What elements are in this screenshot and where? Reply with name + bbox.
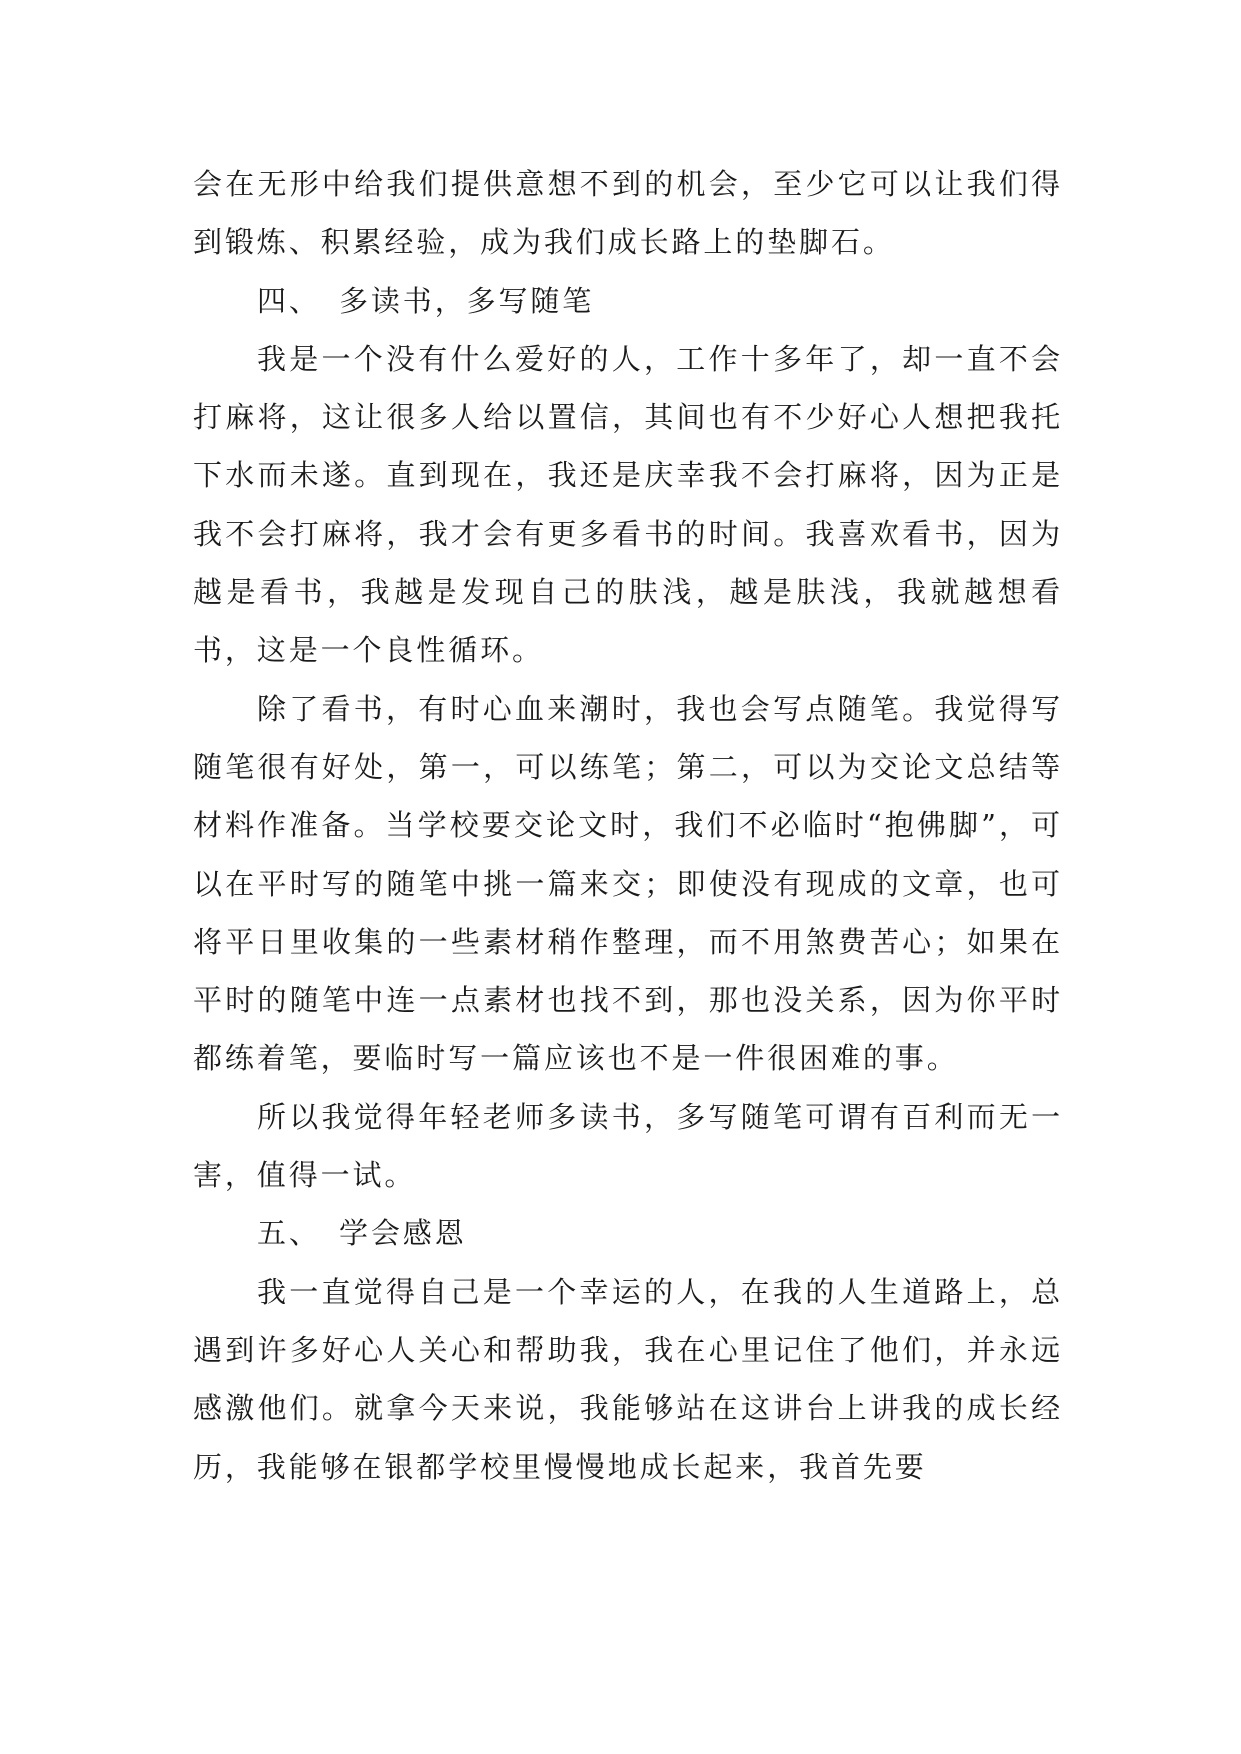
paragraph-conclusion: 所以我觉得年轻老师多读书，多写随笔可谓有百利而无一害，值得一试。: [193, 1099, 1063, 1193]
paragraph-gratitude: 我一直觉得自己是一个幸运的人，在我的人生道路上，总遇到许多好心人关心和帮助我，我在心里记住了他们，并永远感激他们。就拿今天来说，我能够站在这讲台上讲我的成长经历，我能够在银都学校里慢慢地成长起来，我首先要: [193, 1274, 1063, 1484]
section-number: 四、: [257, 283, 321, 318]
paragraph-reading: 我是一个没有什么爱好的人，工作十多年了，却一直不会打麻将，这让很多人给以置信，其间也有不少好心人想把我托下水而未遂。直到现在，我还是庆幸我不会打麻将，因为正是我不会打麻将，我才会有更多看书的时间。我喜欢看书，因为越是看书，我越是发现自己的肤浅，越是肤浅，我就越想看书，这是一个良性循环。: [193, 341, 1063, 668]
section-title: 多读书，多写随笔: [339, 283, 595, 318]
paragraph-writing: 除了看书，有时心血来潮时，我也会写点随笔。我觉得写随笔很有好处，第一，可以练笔；第二，可以为交论文总结等材料作准备。当学校要交论文时，我们不必临时“抱佛脚”，可以在平时写的随笔中挑一篇来交；即使没有现成的文章，也可将平日里收集的一些素材稍作整理，而不用煞费苦心；如果在平时的随笔中连一点素材也找不到，那也没关系，因为你平时都练着笔，要临时写一篇应该也不是一件很困难的事。: [193, 691, 1063, 1076]
section-heading-five: [193, 1204, 1063, 1262]
document-body: [193, 155, 1063, 1496]
section-title: 学会感恩: [339, 1216, 467, 1251]
section-number: 五、: [257, 1216, 321, 1251]
paragraph-continuation: 会在无形中给我们提供意想不到的机会，至少它可以让我们得到锻炼、积累经验，成为我们成长路上的垫脚石。: [193, 167, 1063, 260]
section-heading-four: [193, 272, 1063, 330]
